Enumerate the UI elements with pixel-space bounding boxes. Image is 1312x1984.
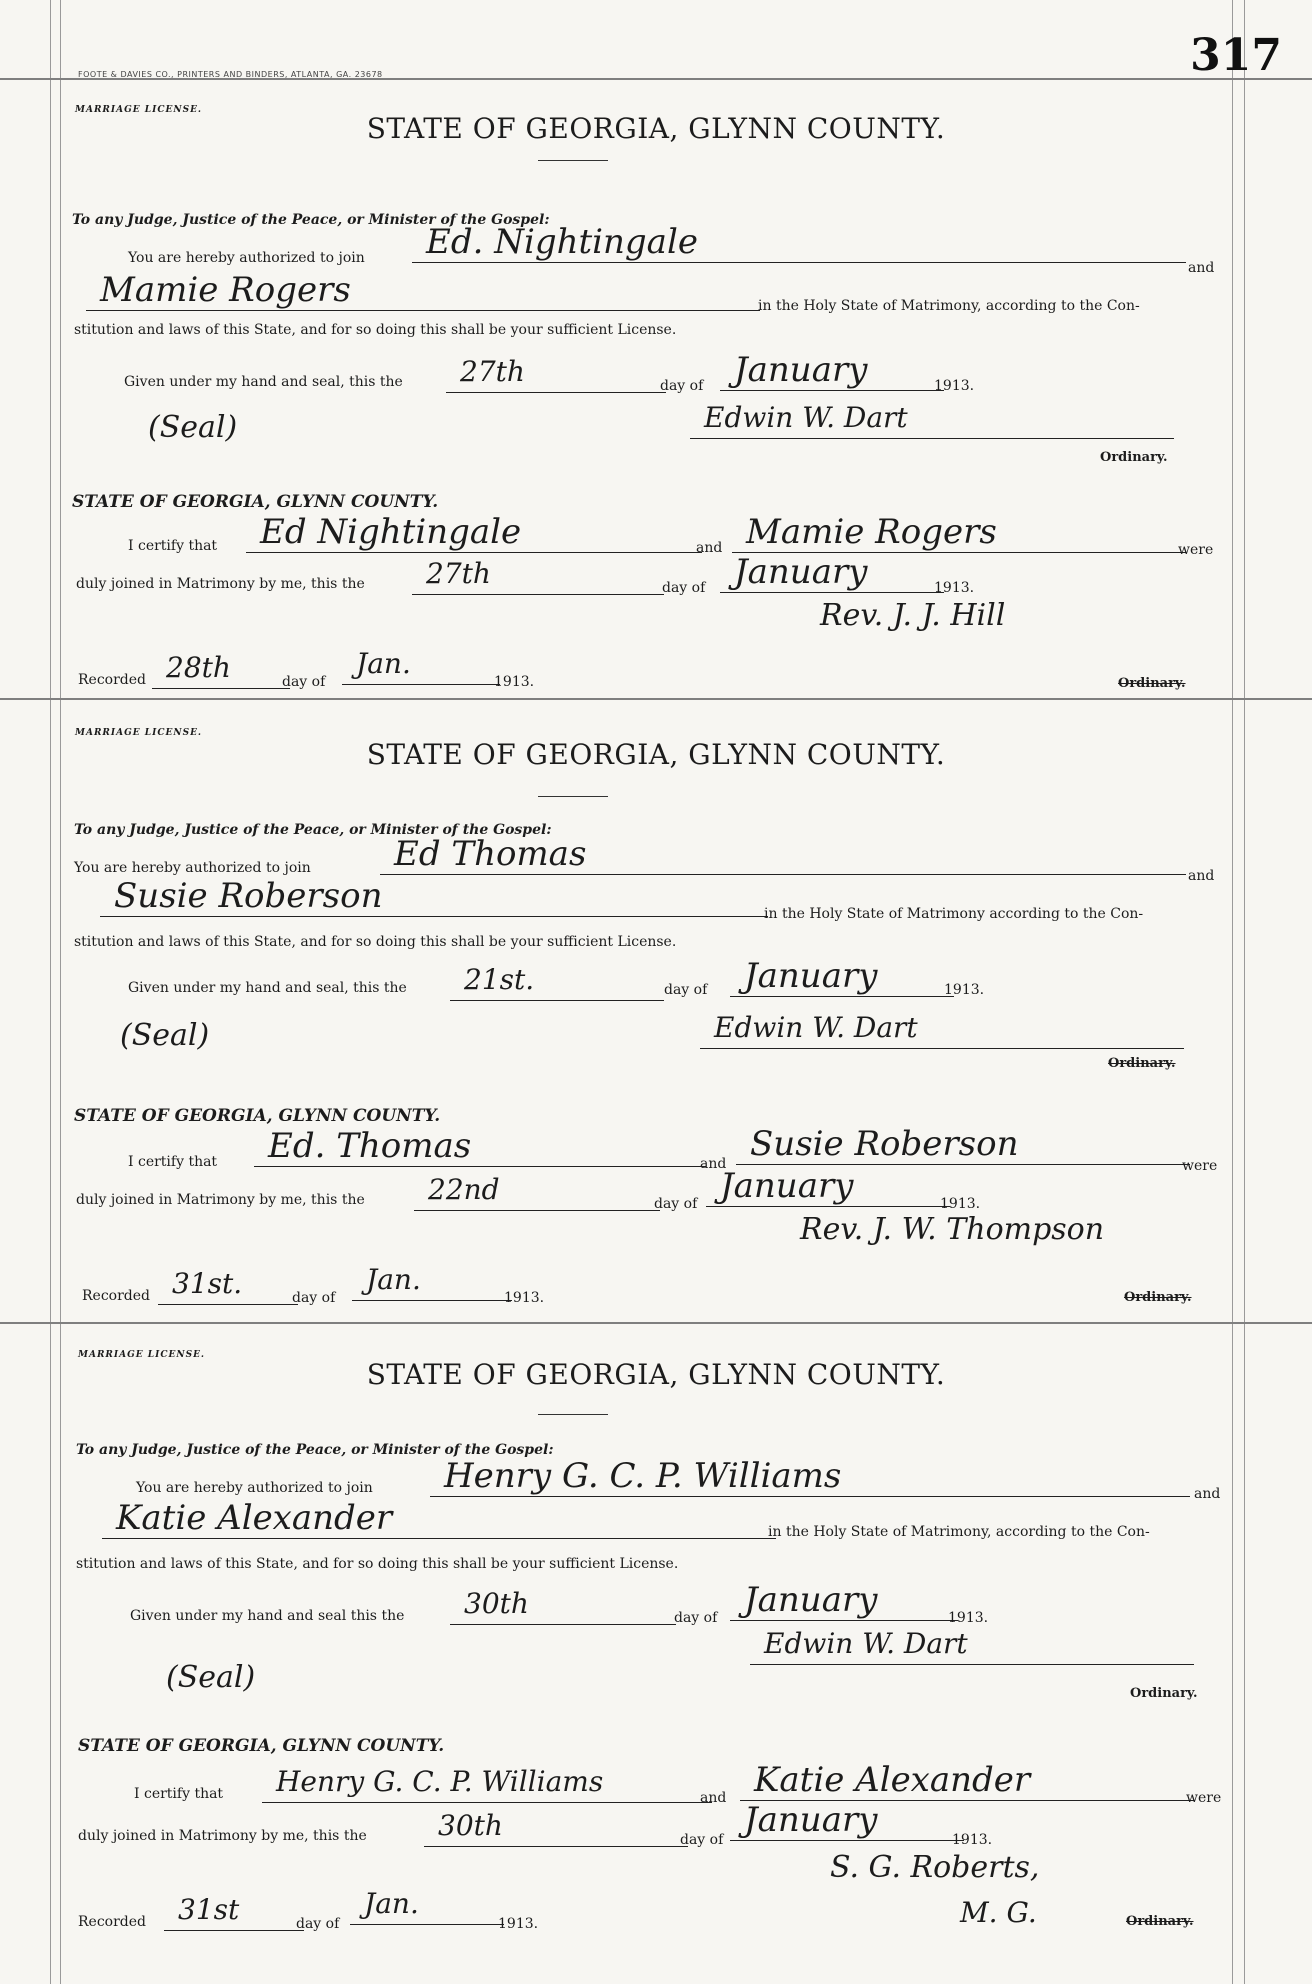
ordinary-label: Ordinary. bbox=[1130, 1686, 1198, 1701]
ledger-rule-left bbox=[50, 0, 51, 1984]
ledger-rule-right bbox=[1244, 0, 1245, 1984]
license-address: To any Judge, Justice of the Peace, or Minister of the Gospel: bbox=[72, 212, 550, 228]
were-text: were bbox=[1186, 1790, 1222, 1806]
and-text: and bbox=[700, 1790, 727, 1806]
marriage-license-label: MARRIAGE LICENSE. bbox=[78, 1350, 206, 1360]
license-title: STATE OF GEORGIA, GLYNN COUNTY. bbox=[366, 112, 946, 145]
year-prefix: 19 bbox=[934, 378, 952, 394]
seal-mark: (Seal) bbox=[120, 1018, 210, 1053]
title-rule bbox=[538, 1414, 608, 1415]
certificate-groom: Ed Nightingale bbox=[246, 512, 702, 553]
certify-text: I certify that bbox=[134, 1786, 224, 1802]
certificate-bride: Mamie Rogers bbox=[732, 512, 1186, 553]
married-day: 27th bbox=[412, 554, 664, 595]
printer-imprint: FOOTE & DAVIES CO., PRINTERS AND BINDERS, ATLANTA, GA. 23678 bbox=[78, 70, 383, 79]
authorized-text: You are hereby authorized to join bbox=[74, 860, 311, 876]
certify-text: I certify that bbox=[128, 1154, 218, 1170]
license-year bbox=[934, 378, 974, 394]
and-text: and bbox=[696, 540, 723, 556]
recorded-year bbox=[498, 1916, 538, 1932]
constitution-text: stitution and laws of this State, and for so doing this shall be your sufficient License. bbox=[74, 322, 677, 338]
groom-name: Henry G. C. P. Williams bbox=[430, 1456, 1190, 1497]
authorized-text: You are hereby authorized to join bbox=[128, 250, 365, 266]
license-address: To any Judge, Justice of the Peace, or Minister of the Gospel: bbox=[76, 1442, 554, 1458]
recorded-day: 28th bbox=[152, 648, 290, 689]
recorded-year bbox=[494, 674, 534, 690]
bride-name: Susie Roberson bbox=[100, 876, 768, 917]
officiant-signature: Rev. J. W. Thompson bbox=[800, 1212, 1105, 1247]
holy-state-text: in the Holy State of Matrimony, according to the Con- bbox=[758, 298, 1140, 314]
married-year bbox=[940, 1196, 980, 1212]
seal-mark: (Seal) bbox=[148, 410, 238, 445]
and-text: and bbox=[1194, 1486, 1221, 1502]
certificate-title: STATE OF GEORGIA, GLYNN COUNTY. bbox=[72, 492, 439, 512]
year-suffix: 13. bbox=[965, 1610, 989, 1626]
and-text: and bbox=[1188, 868, 1215, 884]
year-suffix: 13. bbox=[961, 982, 985, 998]
year-prefix: 19 bbox=[504, 1290, 522, 1306]
recorded-day: 31st. bbox=[158, 1264, 298, 1305]
seal-mark: (Seal) bbox=[166, 1660, 256, 1695]
day-of-text: day of bbox=[654, 1196, 698, 1212]
married-day: 22nd bbox=[414, 1170, 660, 1211]
were-text: were bbox=[1182, 1158, 1218, 1174]
license-address: To any Judge, Justice of the Peace, or Minister of the Gospel: bbox=[74, 822, 552, 838]
recorded-text: Recorded bbox=[82, 1288, 150, 1304]
authorized-text: You are hereby authorized to join bbox=[136, 1480, 373, 1496]
ordinary-label: Ordinary. bbox=[1100, 450, 1168, 465]
license-day: 27th bbox=[446, 352, 666, 393]
ordinary-label-struck: Ordinary. bbox=[1108, 1056, 1176, 1071]
license-month: January bbox=[730, 956, 954, 997]
title-rule bbox=[538, 160, 608, 161]
day-of-text: day of bbox=[292, 1290, 336, 1306]
day-of-text: day of bbox=[680, 1832, 724, 1848]
year-prefix: 19 bbox=[940, 1196, 958, 1212]
record-separator bbox=[0, 1322, 1312, 1324]
ordinary-signature: Edwin W. Dart bbox=[690, 398, 1174, 439]
recorded-year bbox=[504, 1290, 544, 1306]
year-prefix: 19 bbox=[948, 1610, 966, 1626]
recorded-month: Jan. bbox=[350, 1884, 504, 1925]
certificate-groom: Henry G. C. P. Williams bbox=[262, 1762, 712, 1803]
holy-state-text: in the Holy State of Matrimony, according to the Con- bbox=[768, 1524, 1150, 1540]
title-rule bbox=[538, 796, 608, 797]
given-text: Given under my hand and seal, this the bbox=[128, 980, 407, 996]
married-month: January bbox=[720, 552, 944, 593]
marriage-license-label: MARRIAGE LICENSE. bbox=[75, 105, 203, 115]
married-month: January bbox=[706, 1166, 950, 1207]
ordinary-signature: Edwin W. Dart bbox=[750, 1624, 1194, 1665]
bride-name: Katie Alexander bbox=[102, 1498, 776, 1539]
day-of-text: day of bbox=[282, 674, 326, 690]
bride-name: Mamie Rogers bbox=[86, 270, 760, 311]
recorded-day: 31st bbox=[164, 1890, 304, 1931]
groom-name: Ed. Nightingale bbox=[412, 222, 1186, 263]
license-year bbox=[944, 982, 984, 998]
year-prefix: 19 bbox=[498, 1916, 516, 1932]
year-suffix: 13. bbox=[521, 1290, 545, 1306]
officiant-title: M. G. bbox=[960, 1896, 1037, 1929]
year-suffix: 13. bbox=[969, 1832, 993, 1848]
year-prefix: 19 bbox=[944, 982, 962, 998]
year-suffix: 13. bbox=[951, 580, 975, 596]
married-month: January bbox=[730, 1800, 964, 1841]
certificate-bride: Susie Roberson bbox=[736, 1124, 1190, 1165]
married-year bbox=[934, 580, 974, 596]
ordinary-label-struck: Ordinary. bbox=[1126, 1914, 1194, 1929]
day-of-text: day of bbox=[674, 1610, 718, 1626]
and-text: and bbox=[700, 1156, 727, 1172]
given-text: Given under my hand and seal this the bbox=[130, 1608, 405, 1624]
duly-joined-text: duly joined in Matrimony by me, this the bbox=[76, 576, 365, 592]
license-day: 30th bbox=[450, 1584, 676, 1625]
day-of-text: day of bbox=[664, 982, 708, 998]
married-year bbox=[952, 1832, 992, 1848]
recorded-text: Recorded bbox=[78, 1914, 146, 1930]
constitution-text: stitution and laws of this State, and for so doing this shall be your sufficient License. bbox=[76, 1556, 679, 1572]
were-text: were bbox=[1178, 542, 1214, 558]
license-day: 21st. bbox=[450, 960, 664, 1001]
officiant-signature: S. G. Roberts, bbox=[830, 1850, 1040, 1885]
license-month: January bbox=[730, 1580, 958, 1621]
day-of-text: day of bbox=[296, 1916, 340, 1932]
recorded-month: Jan. bbox=[352, 1260, 512, 1301]
day-of-text: day of bbox=[660, 378, 704, 394]
recorded-month: Jan. bbox=[342, 644, 500, 685]
year-prefix: 19 bbox=[934, 580, 952, 596]
certificate-title: STATE OF GEORGIA, GLYNN COUNTY. bbox=[78, 1736, 445, 1756]
year-suffix: 13. bbox=[515, 1916, 539, 1932]
ledger-rule-left-inner bbox=[60, 0, 61, 1984]
and-text: and bbox=[1188, 260, 1215, 276]
license-title: STATE OF GEORGIA, GLYNN COUNTY. bbox=[366, 1358, 946, 1391]
duly-joined-text: duly joined in Matrimony by me, this the bbox=[76, 1192, 365, 1208]
certificate-groom: Ed. Thomas bbox=[254, 1126, 706, 1167]
recorded-text: Recorded bbox=[78, 672, 146, 688]
certificate-title: STATE OF GEORGIA, GLYNN COUNTY. bbox=[74, 1106, 441, 1126]
year-suffix: 13. bbox=[951, 378, 975, 394]
license-title: STATE OF GEORGIA, GLYNN COUNTY. bbox=[366, 738, 946, 771]
year-prefix: 19 bbox=[952, 1832, 970, 1848]
license-month: January bbox=[720, 350, 944, 391]
record-separator bbox=[0, 698, 1312, 700]
certify-text: I certify that bbox=[128, 538, 218, 554]
ordinary-label-struck: Ordinary. bbox=[1124, 1290, 1192, 1305]
ordinary-label-struck: Ordinary. bbox=[1118, 676, 1186, 691]
officiant-signature: Rev. J. J. Hill bbox=[820, 598, 1006, 633]
page-number: 317 bbox=[1190, 30, 1282, 81]
ledger-rule-right-inner bbox=[1232, 0, 1233, 1984]
married-day: 30th bbox=[424, 1806, 688, 1847]
marriage-license-label: MARRIAGE LICENSE. bbox=[75, 728, 203, 738]
year-prefix: 19 bbox=[494, 674, 512, 690]
day-of-text: day of bbox=[662, 580, 706, 596]
ordinary-signature: Edwin W. Dart bbox=[700, 1008, 1184, 1049]
holy-state-text: in the Holy State of Matrimony according to the Con- bbox=[764, 906, 1144, 922]
year-suffix: 13. bbox=[957, 1196, 981, 1212]
groom-name: Ed Thomas bbox=[380, 834, 1186, 875]
certificate-bride: Katie Alexander bbox=[740, 1760, 1194, 1801]
constitution-text: stitution and laws of this State, and for so doing this shall be your sufficient License. bbox=[74, 934, 677, 950]
year-suffix: 13. bbox=[511, 674, 535, 690]
duly-joined-text: duly joined in Matrimony by me, this the bbox=[78, 1828, 367, 1844]
given-text: Given under my hand and seal, this the bbox=[124, 374, 403, 390]
